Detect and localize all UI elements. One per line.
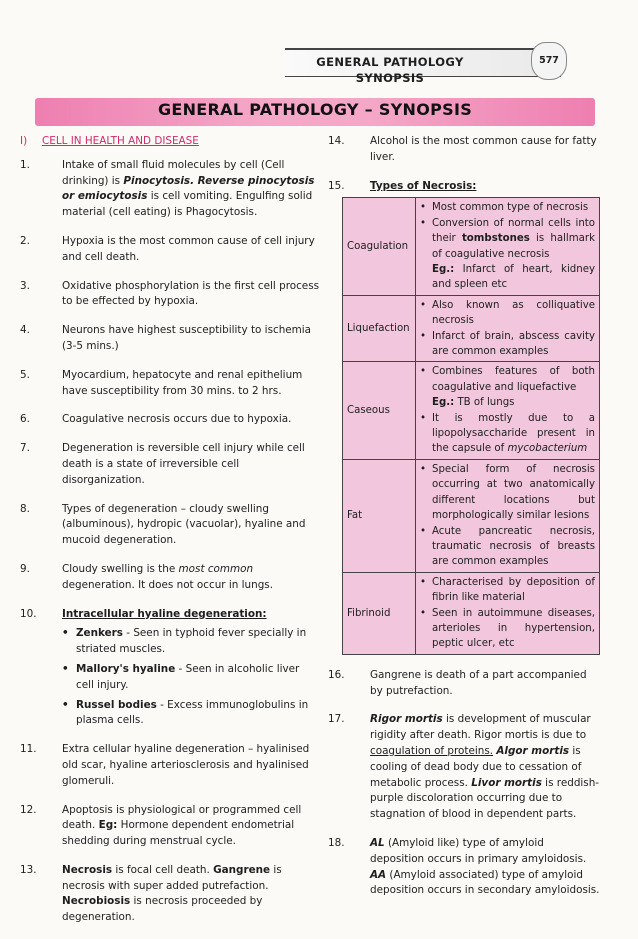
table-bullet bbox=[420, 200, 595, 215]
text-run: is focal cell death. bbox=[112, 863, 214, 876]
item-text bbox=[62, 562, 320, 594]
bullet-text bbox=[432, 606, 595, 652]
text-run: coagulation of proteins. bbox=[370, 744, 494, 757]
table-row bbox=[343, 295, 600, 362]
left-column bbox=[20, 134, 320, 939]
table-bullet bbox=[420, 462, 595, 524]
text-run: Eg: bbox=[98, 819, 118, 832]
necrosis-description-cell bbox=[416, 572, 600, 654]
item-text bbox=[62, 279, 320, 311]
page-title: GENERAL PATHOLOGY – SYNOPSIS bbox=[157, 100, 473, 119]
text-run: Rigor mortis bbox=[370, 713, 443, 726]
bullet-icon: • bbox=[62, 698, 69, 711]
list-item bbox=[20, 863, 320, 926]
item-text bbox=[62, 234, 320, 266]
text-run: Gangrene bbox=[213, 863, 271, 876]
item-number: 2. bbox=[20, 234, 30, 247]
table-row bbox=[343, 572, 600, 654]
text-run: Most common type of necrosis bbox=[432, 202, 589, 214]
item-number: 12. bbox=[20, 803, 37, 816]
item-text bbox=[62, 803, 320, 850]
item-number: 17. bbox=[328, 713, 345, 726]
text-run: Hypoxia is the most common cause of cell injury and cell death. bbox=[62, 234, 315, 263]
text-run: Mallory's hyaline bbox=[76, 662, 176, 675]
bullet-text bbox=[432, 200, 595, 215]
text-run: Zenkers bbox=[76, 627, 123, 640]
text-run: degeneration. It does not occur in lungs. bbox=[62, 578, 274, 591]
text-run: most common bbox=[178, 562, 254, 575]
text-run: Neurons have highest susceptibility to ischemia (3-5 mins.) bbox=[62, 324, 312, 352]
list-item bbox=[328, 668, 600, 700]
text-run: is necrosis with super added putrefaction. bbox=[62, 863, 282, 892]
necrosis-description-cell bbox=[416, 362, 600, 459]
bullet-icon: • bbox=[420, 525, 427, 537]
table-row bbox=[343, 362, 600, 459]
list-item bbox=[20, 441, 320, 488]
item-number: 6. bbox=[20, 413, 30, 426]
table-bullet bbox=[420, 606, 595, 652]
item-number: 11. bbox=[20, 743, 37, 756]
item-text bbox=[62, 607, 320, 730]
text-run: Hormone dependent endometrial shedding during menstrual cycle. bbox=[62, 819, 295, 848]
item-text bbox=[62, 441, 320, 488]
text-run: It is mostly due to a lipopolysaccharide present in the capsule of bbox=[432, 412, 595, 455]
necrosis-type-cell: Caseous bbox=[343, 362, 416, 459]
title-banner bbox=[35, 98, 595, 126]
list-item bbox=[328, 134, 600, 166]
item-text bbox=[370, 712, 600, 823]
bullet-icon: • bbox=[420, 330, 427, 342]
necrosis-type-cell: Coagulation bbox=[343, 198, 416, 295]
text-run: is hallmark of coagulative necrosis bbox=[432, 233, 596, 260]
section-heading bbox=[20, 134, 320, 150]
text-run: is development of muscular rigidity after death. Rigor mortis is due to bbox=[370, 713, 591, 742]
text-run: is reddish-purple discoloration occurring due to stagnation of blood in dependent parts. bbox=[370, 776, 600, 821]
text-run: Intake of small fluid molecules by cell (Cell drinking) is bbox=[62, 158, 285, 187]
table-bullet bbox=[420, 364, 595, 410]
text-run: - Excess immunoglobulins in plasma cells. bbox=[76, 698, 309, 727]
item-text bbox=[62, 742, 320, 789]
bullet-text bbox=[432, 575, 595, 606]
necrosis-description-cell bbox=[416, 198, 600, 295]
sub-item-text bbox=[76, 698, 320, 730]
text-run: Intracellular hyaline degeneration: bbox=[62, 607, 267, 620]
text-run: (Amyloid like) type of amyloid deposition occurs in primary amyloidosis. bbox=[370, 836, 587, 865]
item-text bbox=[62, 158, 320, 221]
text-run: Special form of necrosis occurring at two anatomically different locations but morphologically similar lesions bbox=[432, 463, 595, 522]
item-text bbox=[62, 323, 320, 355]
text-run: Eg.: bbox=[432, 264, 455, 276]
bullet-icon: • bbox=[420, 366, 427, 378]
text-run: AL bbox=[370, 836, 385, 849]
table-bullet bbox=[420, 329, 595, 360]
item-text bbox=[62, 502, 320, 549]
tooth-page-badge bbox=[531, 42, 567, 80]
text-run: Also known as colliquative necrosis bbox=[432, 299, 595, 327]
list-item bbox=[20, 279, 320, 311]
list-item bbox=[20, 412, 320, 428]
table-bullet bbox=[420, 411, 595, 457]
list-item bbox=[328, 179, 600, 195]
bullet-icon: • bbox=[420, 463, 427, 475]
right-item-list-bottom bbox=[328, 668, 600, 899]
item-number: 1. bbox=[20, 158, 30, 171]
text-run: Infarct of heart, kidney and spleen etc bbox=[432, 264, 595, 291]
item-text bbox=[62, 863, 320, 926]
item-text bbox=[62, 368, 320, 400]
bullet-icon: • bbox=[420, 607, 427, 619]
bullet-icon: • bbox=[420, 412, 427, 424]
table-bullet bbox=[420, 298, 595, 329]
item-number: 16. bbox=[328, 668, 345, 681]
running-title: GENERAL PATHOLOGY SYNOPSIS bbox=[316, 55, 464, 85]
item-number: 15. bbox=[328, 179, 345, 192]
bullet-text bbox=[432, 329, 595, 360]
text-run: tombstones bbox=[461, 233, 530, 245]
list-item bbox=[328, 836, 600, 899]
list-item bbox=[20, 742, 320, 789]
text-run: (Amyloid associated) type of amyloid deposition occurs in secondary amyloidosis. bbox=[370, 868, 600, 897]
bullet-icon: • bbox=[420, 576, 427, 588]
list-item bbox=[20, 368, 320, 400]
bullet-text bbox=[432, 462, 595, 524]
text-run: Types of Necrosis: bbox=[370, 179, 477, 192]
right-item-list-top bbox=[328, 134, 600, 194]
text-run: Eg.: bbox=[432, 397, 455, 409]
bullet-text bbox=[432, 524, 595, 570]
item-number: 9. bbox=[20, 562, 30, 575]
table-bullet bbox=[420, 575, 595, 606]
necrosis-table bbox=[342, 197, 600, 654]
bullet-icon: • bbox=[420, 217, 427, 229]
list-item bbox=[20, 323, 320, 355]
text-run: Alcohol is the most common cause for fatty liver. bbox=[370, 135, 597, 163]
text-run: Acute pancreatic necrosis, traumatic necrosis of breasts are common examples bbox=[432, 525, 595, 568]
item-text bbox=[370, 836, 600, 899]
text-run: Infarct of brain, abscess cavity are common examples bbox=[432, 330, 595, 358]
item-number: 3. bbox=[20, 279, 30, 292]
necrosis-description-cell bbox=[416, 459, 600, 572]
text-run: is cooling of dead body due to cessation of metabolic process. bbox=[370, 744, 582, 789]
list-item bbox=[20, 803, 320, 850]
list-item bbox=[20, 234, 320, 266]
item-text bbox=[62, 412, 320, 428]
text-run: Combines features of both coagulative and liquefactive bbox=[432, 366, 595, 393]
necrosis-type-cell: Liquefaction bbox=[343, 295, 416, 362]
text-run: Cloudy swelling is the bbox=[62, 562, 179, 575]
text-run: - Seen in typhoid fever specially in striated muscles. bbox=[76, 627, 307, 656]
table-row bbox=[343, 198, 600, 295]
sub-list-item bbox=[62, 698, 320, 730]
list-item bbox=[20, 562, 320, 594]
list-item bbox=[20, 607, 320, 730]
table-bullet bbox=[420, 524, 595, 570]
item-number: 10. bbox=[20, 607, 37, 620]
item-text bbox=[370, 134, 600, 166]
bullet-text bbox=[432, 364, 595, 410]
list-item bbox=[20, 502, 320, 549]
bullet-icon: • bbox=[62, 662, 69, 675]
item-text bbox=[370, 668, 600, 700]
bullet-icon: • bbox=[420, 202, 427, 214]
necrosis-description-cell bbox=[416, 295, 600, 362]
bullet-text bbox=[432, 216, 595, 293]
text-run: mycobacterium bbox=[507, 443, 588, 455]
item-number: 18. bbox=[328, 836, 345, 849]
text-run: Apoptosis is physiological or programmed cell death. bbox=[62, 803, 302, 832]
sub-item-text bbox=[76, 662, 320, 694]
sub-list-item bbox=[62, 626, 320, 658]
bullet-text bbox=[432, 411, 595, 457]
text-run: - Seen in alcoholic liver cell injury. bbox=[76, 662, 300, 691]
text-run: Degeneration is reversible cell injury while cell death is a state of irreversible cell disorganization. bbox=[62, 442, 305, 486]
text-run: Coagulative necrosis occurs due to hypoxia. bbox=[62, 413, 292, 426]
text-run: Oxidative phosphorylation is the first cell process to be effected by hypoxia. bbox=[62, 279, 320, 308]
text-run: is necrosis proceeded by degeneration. bbox=[62, 895, 263, 924]
bullet-icon: • bbox=[420, 299, 427, 311]
section-title: CELL IN HEALTH AND DISEASE bbox=[42, 135, 199, 147]
text-run: Seen in autoimmune diseases, arterioles in hypertension, peptic ulcer, etc bbox=[432, 607, 595, 650]
item-number: 7. bbox=[20, 442, 30, 455]
table-bullet bbox=[420, 216, 595, 293]
text-run: Extra cellular hyaline degeneration – hyalinised old scar, hyaline arteriosclerosis and hyalinised glomeruli. bbox=[62, 743, 310, 787]
text-run: is cell vomiting. Engulfing solid material (cell eating) is Phagocytosis. bbox=[62, 190, 313, 219]
text-run: Characterised by deposition of fibrin like material bbox=[432, 576, 595, 604]
running-header bbox=[285, 48, 561, 85]
section-number: I) bbox=[20, 135, 28, 147]
text-run: TB of lungs bbox=[454, 397, 515, 409]
list-item bbox=[328, 712, 600, 823]
text-run: Russel bodies bbox=[76, 698, 157, 711]
necrosis-type-cell: Fibrinoid bbox=[343, 572, 416, 654]
item-text bbox=[370, 179, 600, 195]
item-number: 4. bbox=[20, 324, 30, 337]
table-row bbox=[343, 459, 600, 572]
left-item-list bbox=[20, 158, 320, 926]
text-run: AA bbox=[370, 868, 387, 881]
text-run: Pinocytosis. Reverse pinocytosis or emiocytosis bbox=[62, 174, 315, 203]
item-number: 5. bbox=[20, 368, 30, 381]
item-number: 13. bbox=[20, 863, 37, 876]
right-column bbox=[328, 134, 600, 912]
page-number: 577 bbox=[539, 55, 559, 66]
sub-item-text bbox=[76, 626, 320, 658]
item-number: 14. bbox=[328, 135, 345, 147]
text-run: Myocardium, hepatocyte and renal epithelium have susceptibility from 30 mins. to 2 hrs. bbox=[62, 368, 303, 397]
bullet-text bbox=[432, 298, 595, 329]
text-run: Types of degeneration – cloudy swelling (albuminous), hydropic (vacuolar), hyaline and mucoid degeneration. bbox=[62, 502, 306, 547]
text-run: Necrosis bbox=[62, 863, 113, 876]
text-run: Livor mortis bbox=[471, 776, 542, 789]
text-run: Conversion of normal cells into their bbox=[432, 217, 595, 245]
bullet-icon: • bbox=[62, 627, 69, 640]
text-run: Gangrene is death of a part accompanied by putrefaction. bbox=[370, 668, 587, 697]
text-run: Algor mortis bbox=[496, 744, 570, 757]
item-number: 8. bbox=[20, 502, 30, 515]
list-item bbox=[20, 158, 320, 221]
sub-list-item bbox=[62, 662, 320, 694]
text-run: Necrobiosis bbox=[62, 895, 131, 908]
necrosis-type-cell: Fat bbox=[343, 459, 416, 572]
